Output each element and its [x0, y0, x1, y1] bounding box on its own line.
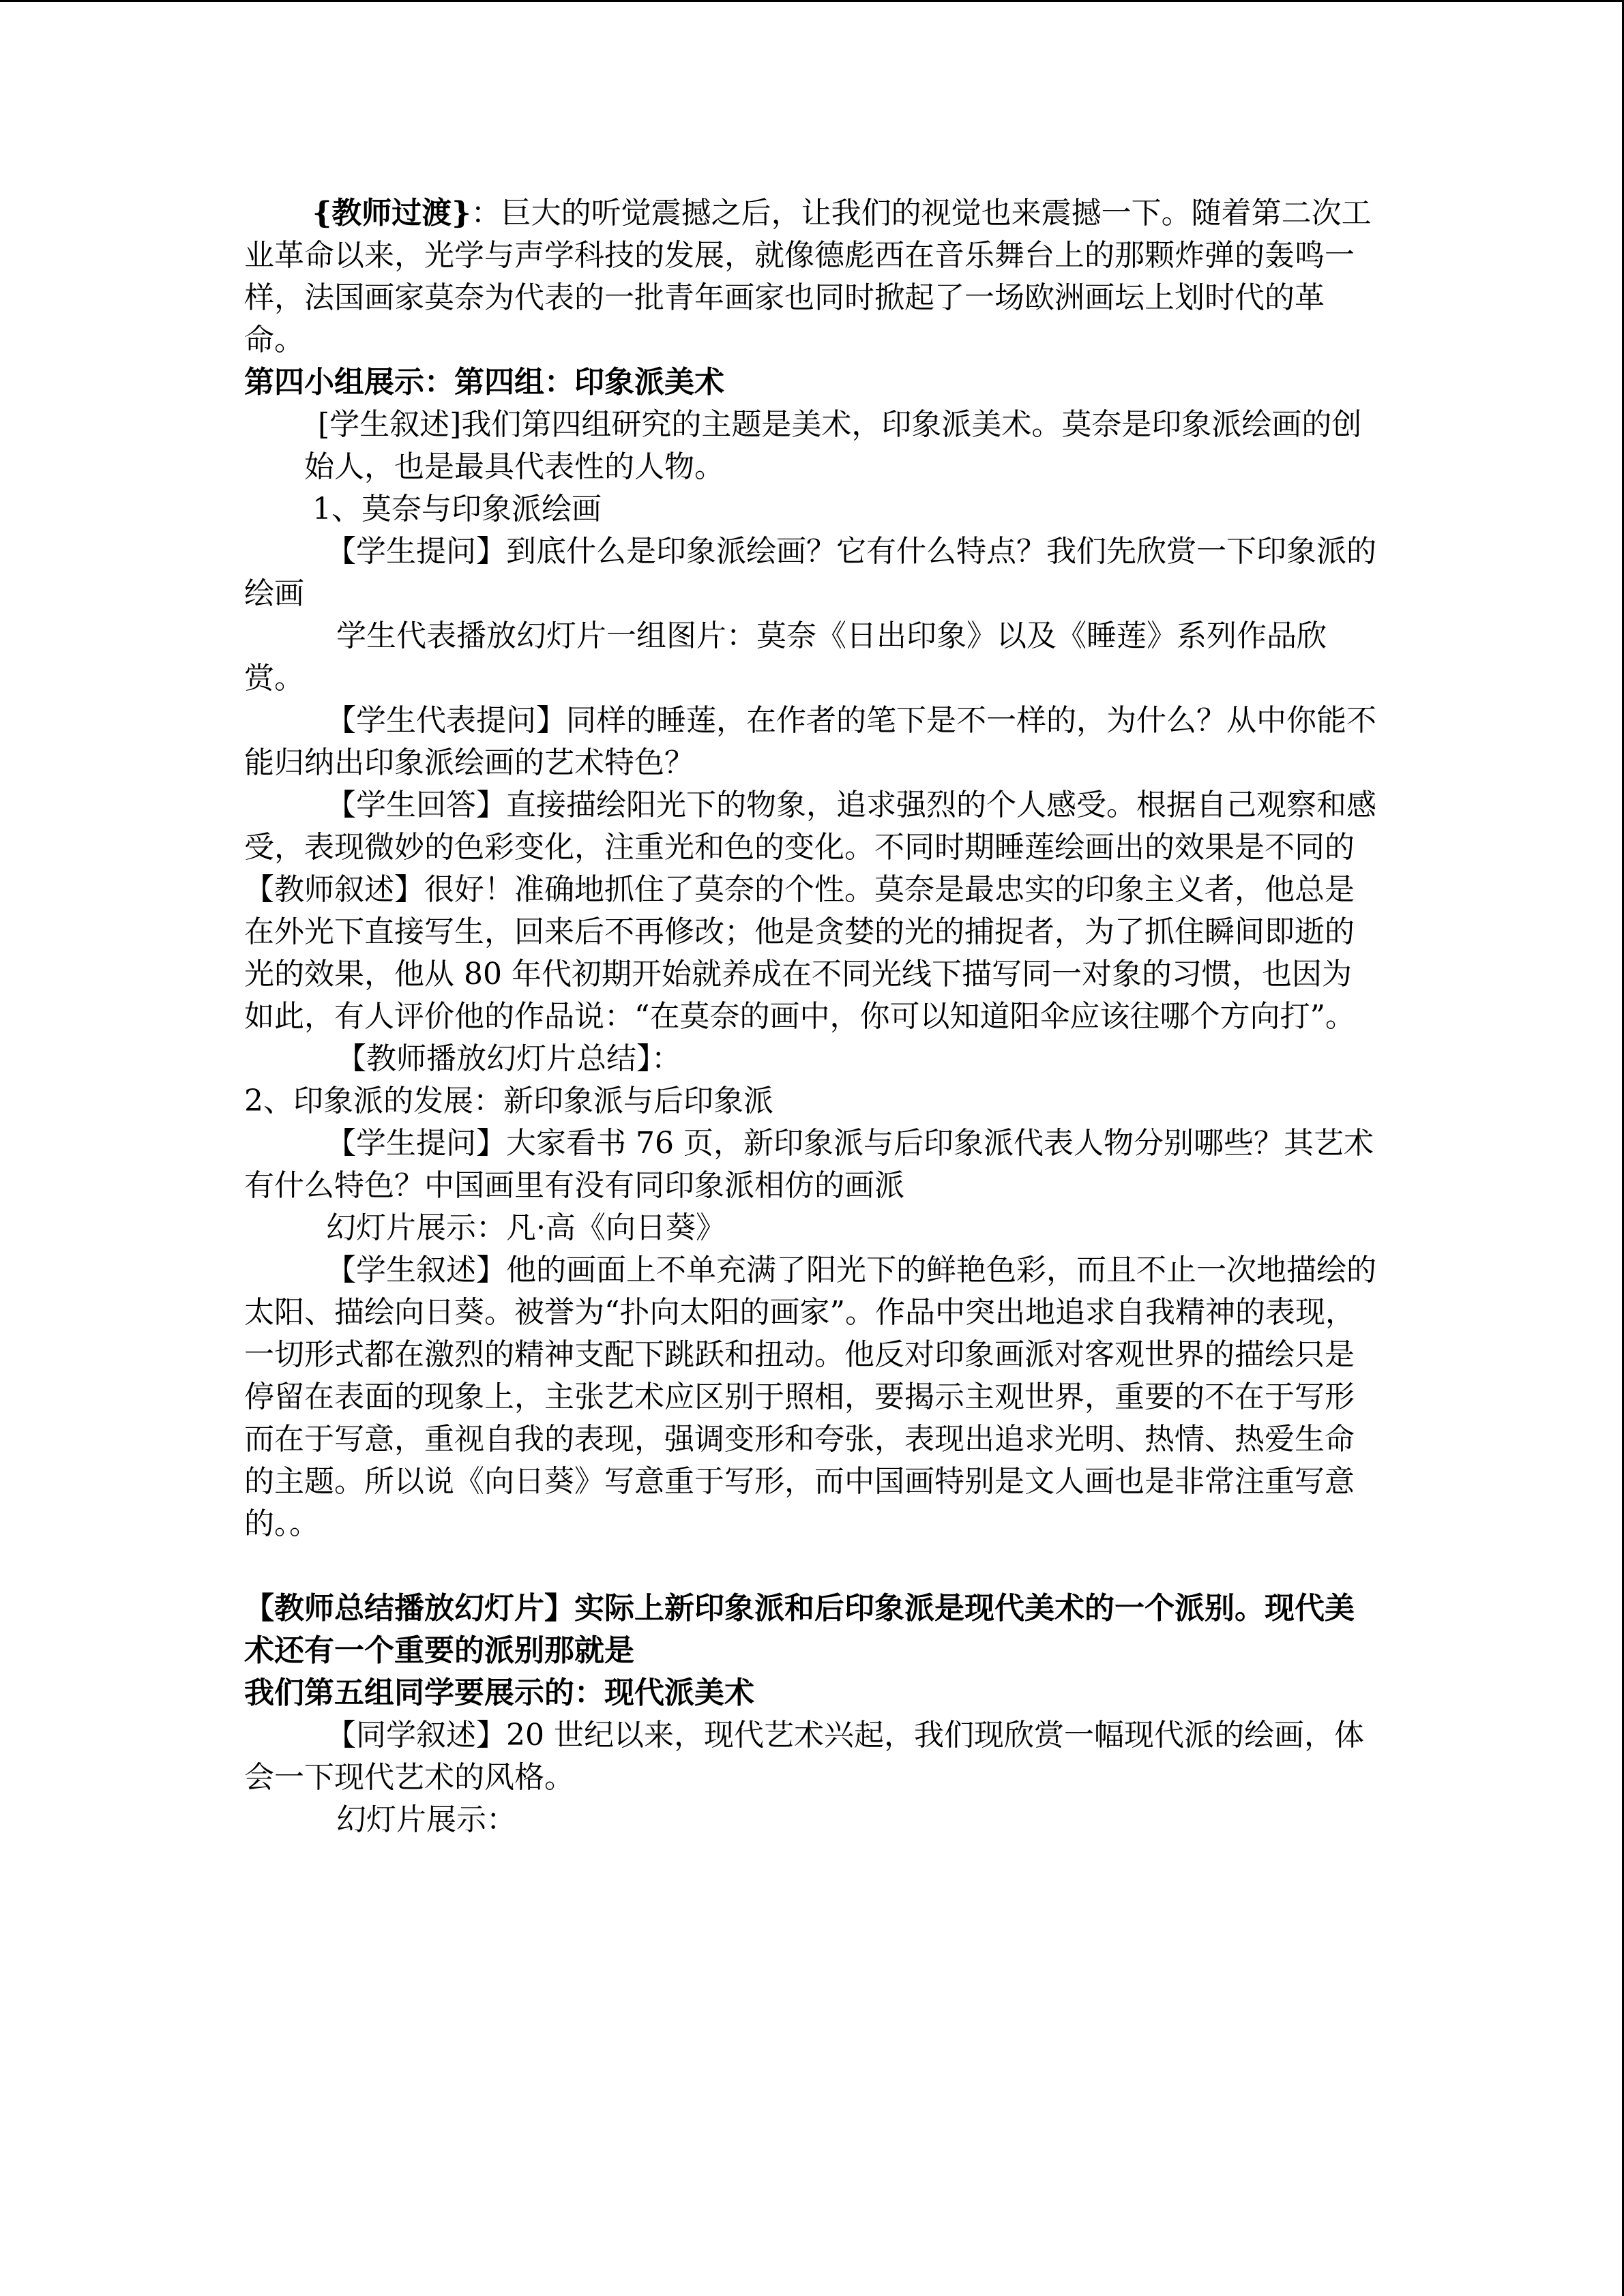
student-answer: 【学生回答】直接描绘阳光下的物象，追求强烈的个人感受。根据自己观察和感受，表现微妙的色彩变化，注重光和色的变化。不同时期睡莲绘画出的效果是不同的	[244, 788, 1376, 865]
slide-display: 幻灯片展示：	[336, 1802, 516, 1837]
student-narration-van-gogh: 【学生叙述】他的画面上不单充满了阳光下的鲜艳色彩，而且不止一次地描绘的太阳、描绘向日葵。被誉为“扑向太阳的画家”。作品中突出地追求自我精神的表现，一切形式都在激烈的精神支配下跳跃和扭动。他反对印象画派对客观世界的描绘只是停留在表面的现象上，主张艺术应区别于照相，要揭示主观世界，重要的不在于写形而在于写意，重视自我的表现，强调变形和夸张，表现出追求光明、热情、热爱生命的主题。所以说《向日葵》写意重于写形，而中国画特别是文人画也是非常注重写意的。。	[244, 1253, 1376, 1541]
slide-van-gogh: 幻灯片展示：凡·高《向日葵》	[326, 1210, 726, 1245]
teacher-summary-modern: 【教师总结播放幻灯片】实际上新印象派和后印象派是现代美术的一个派别。现代美术还有一个重要的派别那就是	[244, 1591, 1355, 1668]
student-rep-question: 【学生代表提问】同样的睡莲，在作者的笔下是不一样的，为什么？从中你能不能归纳出印象派绘画的艺术特色？	[244, 703, 1376, 780]
classmate-narration-modern: 【同学叙述】20 世纪以来，现代艺术兴起，我们现欣赏一幅现代派的绘画，体会一下现代艺术的风格。	[244, 1718, 1364, 1795]
teacher-transition-text: ：巨大的听觉震撼之后，让我们的视觉也来震撼一下。随着第二次工业革命以来，光学与声学科技的发展，就像德彪西在音乐舞台上的那颗炸弹的轰鸣一样，法国画家莫奈为代表的一批青年画家也同时掀起了一场欧洲画坛上划时代的革命。	[244, 196, 1372, 357]
teacher-transition-paragraph	[244, 192, 1380, 361]
group5-heading: 我们第五组同学要展示的：现代派美术	[244, 1675, 754, 1710]
teacher-slide-summary: 【教师播放幻灯片总结】：	[336, 1041, 681, 1076]
student-question-1: 【学生提问】到底什么是印象派绘画？它有什么特点？我们先欣赏一下印象派的绘画	[244, 534, 1376, 611]
group4-heading: 第四小组展示：第四组：印象派美术	[244, 365, 724, 400]
teacher-narration-monet: 【教师叙述】很好！准确地抓住了莫奈的个性。莫奈是最忠实的印象主义者，他总是在外光下直接写生，回来后不再修改；他是贪婪的光的捕捉者，为了抓住瞬间即逝的光的效果，他从 80 年代初期开始就养成在不同光线下描写同一对象的习惯，也因为如此，有人评价他的作品说：“在莫奈的画中，你可以知道阳伞应该往哪个方向打”。	[244, 872, 1355, 1034]
subheading-monet: 1、莫奈与印象派绘画	[312, 492, 602, 526]
student-narration-group4: [学生叙述]我们第四组研究的主题是美术，印象派美术。莫奈是印象派绘画的创始人，也是最具代表性的人物。	[304, 407, 1362, 484]
document-body	[244, 192, 1380, 1841]
teacher-transition-label: {教师过渡}	[312, 196, 471, 230]
student-question-2: 【学生提问】大家看书 76 页，新印象派与后印象派代表人物分别哪些？其艺术有什么特色？中国画里有没有同印象派相仿的画派	[244, 1126, 1374, 1203]
subheading-development: 2、印象派的发展：新印象派与后印象派	[244, 1084, 773, 1118]
paragraph-gap	[244, 1545, 1380, 1587]
slide-monet-works: 学生代表播放幻灯片一组图片：莫奈《日出印象》以及《睡莲》系列作品欣赏。	[244, 618, 1327, 696]
